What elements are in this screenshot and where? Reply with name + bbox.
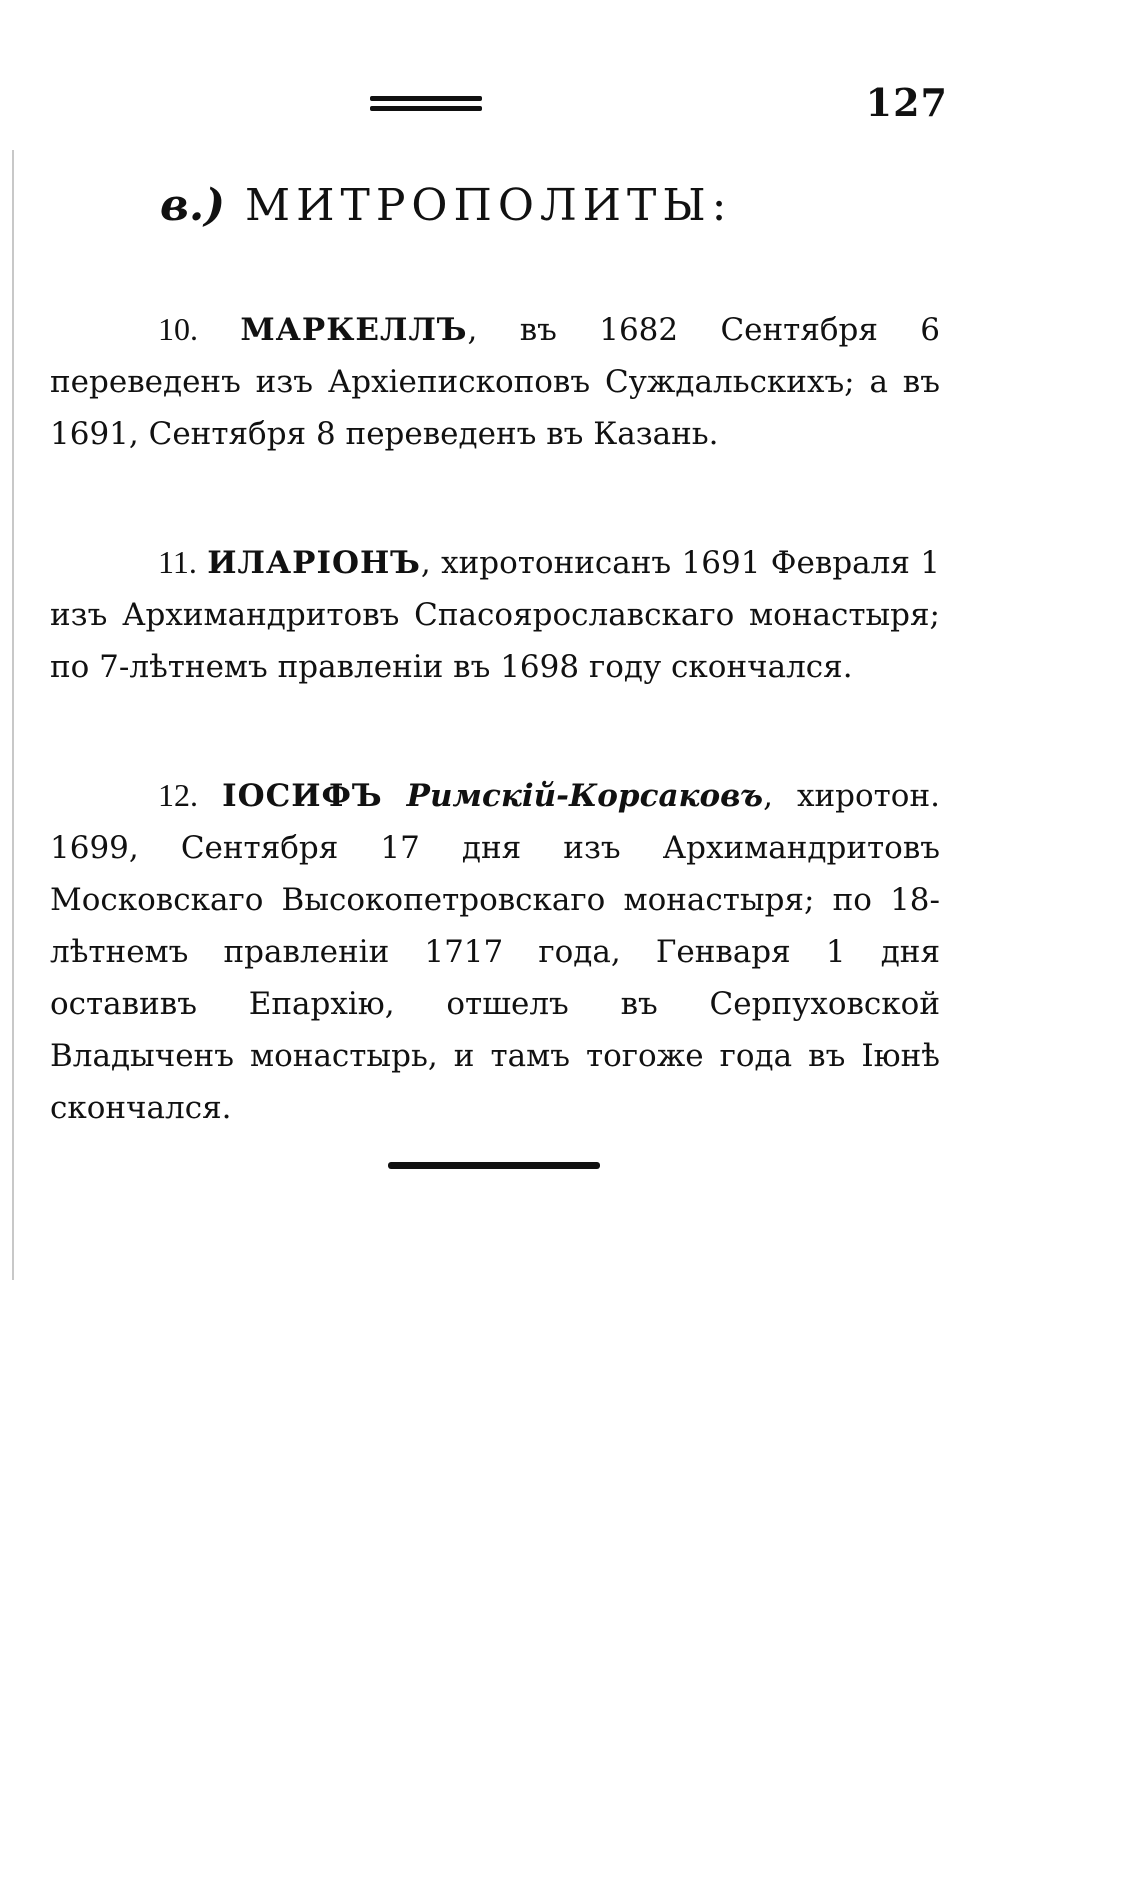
entry-12 bbox=[50, 769, 940, 1134]
section-heading bbox=[160, 180, 733, 231]
entry-name: ИЛАРIОНЪ bbox=[207, 545, 421, 581]
entry-name: IОСИФЪ bbox=[222, 778, 383, 814]
entry-surname: Римскiй-Корсаковъ bbox=[406, 778, 764, 814]
entry-11 bbox=[50, 536, 940, 693]
entry-text: , хиротон. 1699, Сентября 17 дня изъ Архимандритовъ Московскаго Высокопетровскаго монастыря; по 18-лѣтнемъ правленiи 1717 года, Генваря 1 дня оставивъ Епархiю, отшелъ въ Серпуховской Владыченъ монастырь, и тамъ тогоже года въ Iюнѣ скончался. bbox=[50, 778, 940, 1126]
page-number: 127 bbox=[865, 80, 948, 125]
entry-text: , хиротонисанъ 1691 Февраля 1 изъ Архимандритовъ Спасоярославскаго монастыря; по 7-лѣтнемъ правленiи въ 1698 году скончался. bbox=[50, 545, 940, 685]
entries-list bbox=[50, 303, 940, 1210]
entry-text: , въ 1682 Сентября 6 переведенъ изъ Архiепископовъ Суждальскихъ; а въ 1691, Сентября 8 переведенъ въ Казань. bbox=[50, 312, 941, 452]
page-edge-shadow bbox=[12, 150, 14, 1280]
footer-rule bbox=[388, 1162, 600, 1169]
section-letter: в.) bbox=[160, 180, 226, 231]
entry-name: МАРКЕЛЛЪ bbox=[240, 312, 468, 348]
entry-10 bbox=[50, 303, 940, 460]
entry-number: 10. bbox=[158, 311, 198, 347]
section-title: МИТРОПОЛИТЫ: bbox=[245, 180, 733, 231]
entry-number: 11. bbox=[158, 544, 197, 580]
header-ornament bbox=[370, 96, 482, 116]
entry-number: 12. bbox=[158, 777, 198, 813]
